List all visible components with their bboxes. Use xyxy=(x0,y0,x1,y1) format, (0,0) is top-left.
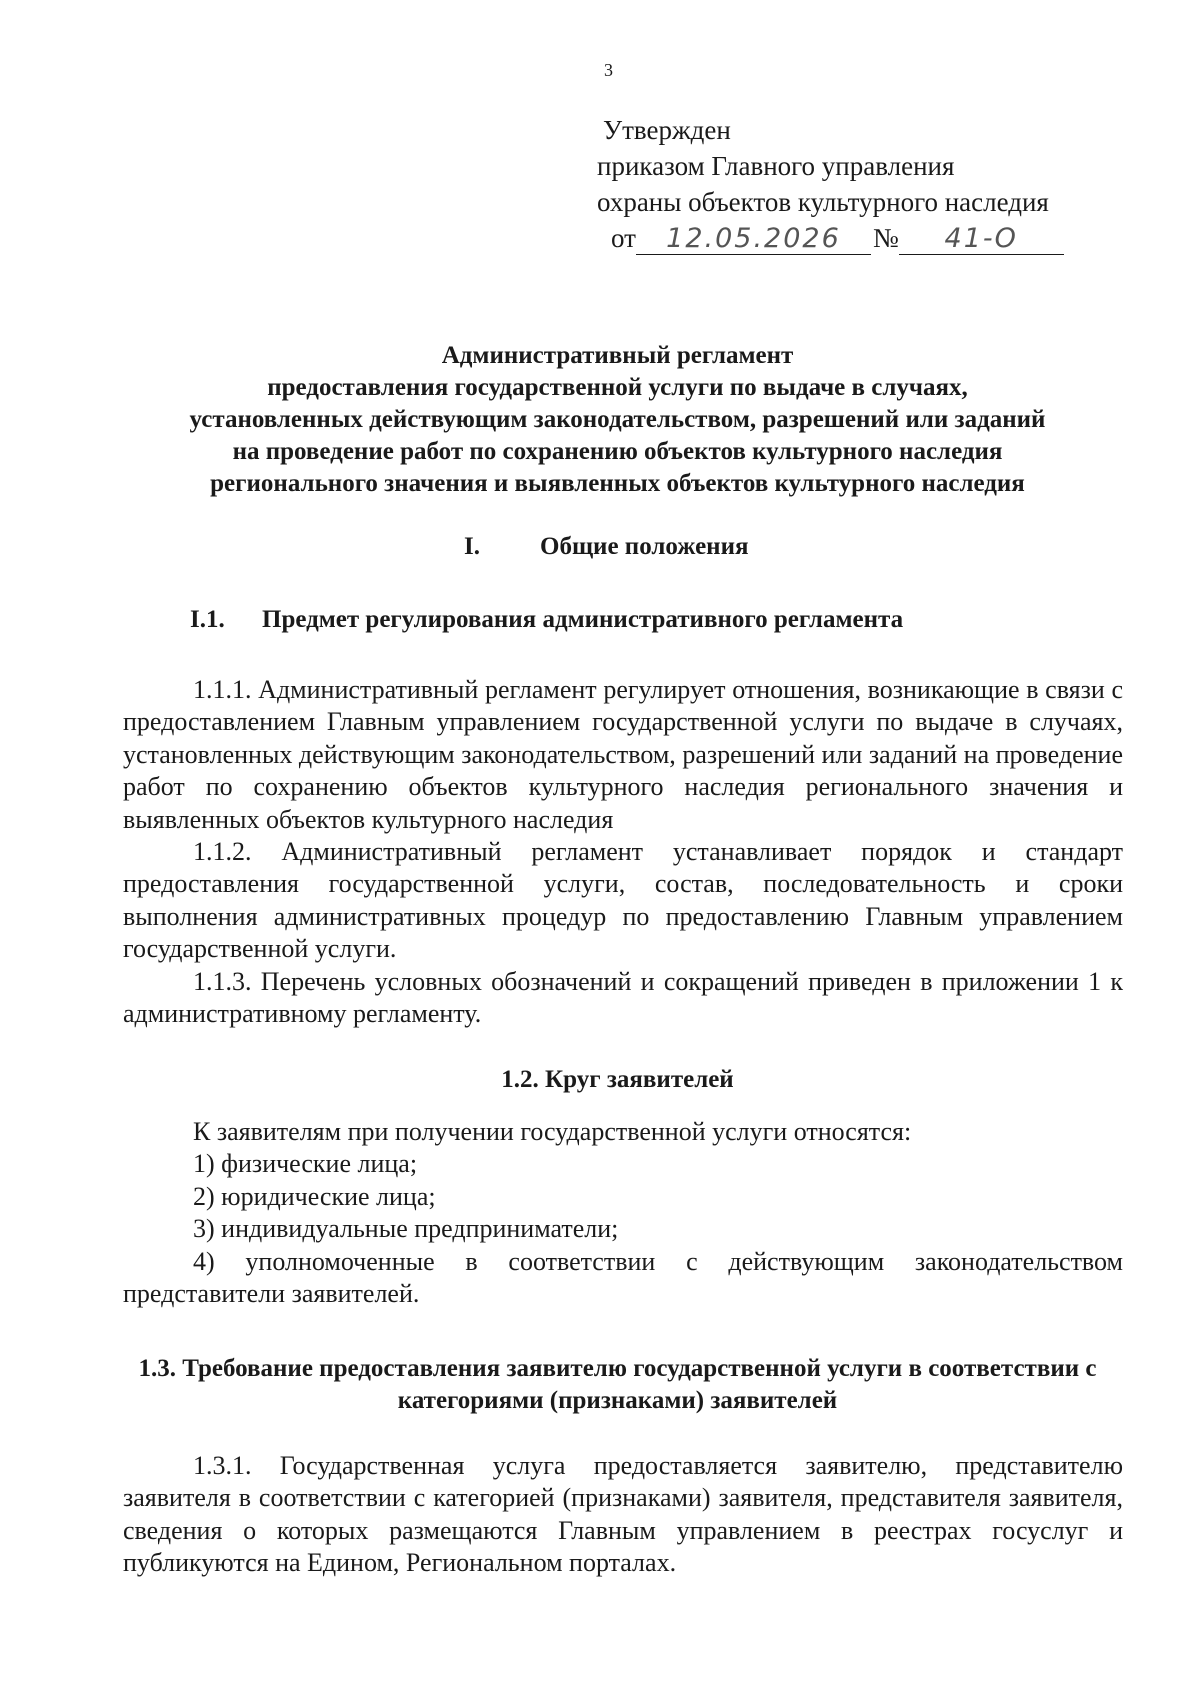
section-title: Общие положения xyxy=(540,533,749,560)
date-prefix: от xyxy=(611,223,636,253)
subsection-1-1-body xyxy=(123,674,1123,1030)
paragraph: 1.3.1. Государственная услуга предоставляется заявителю, представителю заявителя в соответствии с категорией (признаками) заявителя, представителя заявителя, сведения о которых размещаются Главным управлением в реестрах госуслуг и публикуются на Едином, Региональном порталах. xyxy=(123,1451,1123,1578)
paragraph: 1.1.3. Перечень условных обозначений и сокращений приведен в приложении 1 к административному регламенту. xyxy=(123,966,1123,1029)
paragraph: 1.1.1. Административный регламент регулирует отношения, возникающие в связи с предоставлением Главным управлением государственной услуги по выдаче в случаях, установленных действующим законодательством, разрешений или заданий на проведение работ по сохранению объектов культурного наследия регионального значения и выявленных объектов культурного наследия xyxy=(123,675,1123,834)
handwritten-date: 12.05.2026 xyxy=(636,224,871,255)
section-number: I. xyxy=(464,533,480,560)
subsection-title: Предмет регулирования административного регламента xyxy=(262,606,904,633)
title-line-4: на проведение работ по сохранению объектов культурного наследия xyxy=(232,438,1003,465)
subsection-heading-applicants: 1.2. Круг заявителей xyxy=(501,1066,734,1093)
list-item: 1) физические лица; xyxy=(193,1149,418,1179)
section-heading-general xyxy=(464,531,749,563)
title-line-1: Административный регламент xyxy=(441,342,794,369)
subsection-heading-subject xyxy=(190,604,903,636)
number-prefix: № xyxy=(872,223,899,253)
handwritten-order-number: 41-О xyxy=(899,224,1064,255)
approval-line-1: Утвержден xyxy=(603,115,731,145)
title-line-5: регионального значения и выявленных объектов культурного наследия xyxy=(210,470,1025,497)
subsection-heading-requirements: 1.3. Требование предоставления заявителю государственной услуги в соответствии с категориями (признаками) заявителей xyxy=(138,1355,1097,1414)
paragraph: 1.1.2. Административный регламент устанавливает порядок и стандарт предоставления государственной услуги, состав, последовательность и сроки выполнения административных процедур по предоставлению Главным управлением государственной услуги. xyxy=(123,837,1123,964)
title-line-2: предоставления государственной услуги по выдаче в случаях, xyxy=(267,374,968,401)
approval-line-2: приказом Главного управления xyxy=(597,151,955,181)
page-number: 3 xyxy=(604,60,613,80)
subsection-1-2-body xyxy=(123,1116,1123,1310)
list-item: 3) индивидуальные предприниматели; xyxy=(193,1214,619,1244)
title-line-3: установленных действующим законодательством, разрешений или заданий xyxy=(189,406,1046,433)
list-item: 2) юридические лица; xyxy=(193,1181,436,1211)
approval-date-line xyxy=(597,220,1064,256)
subsection-number: I.1. xyxy=(190,606,225,633)
paragraph: К заявителям при получении государственной услуги относятся: xyxy=(193,1117,912,1146)
subsection-1-3-body xyxy=(123,1450,1123,1580)
approval-line-3: охраны объектов культурного наследия xyxy=(597,187,1049,217)
approval-stamp-block xyxy=(597,112,1064,256)
list-item: 4) уполномоченные в соответствии с действующим законодательством представители заявителей. xyxy=(123,1246,1123,1309)
document-title xyxy=(100,340,1135,500)
